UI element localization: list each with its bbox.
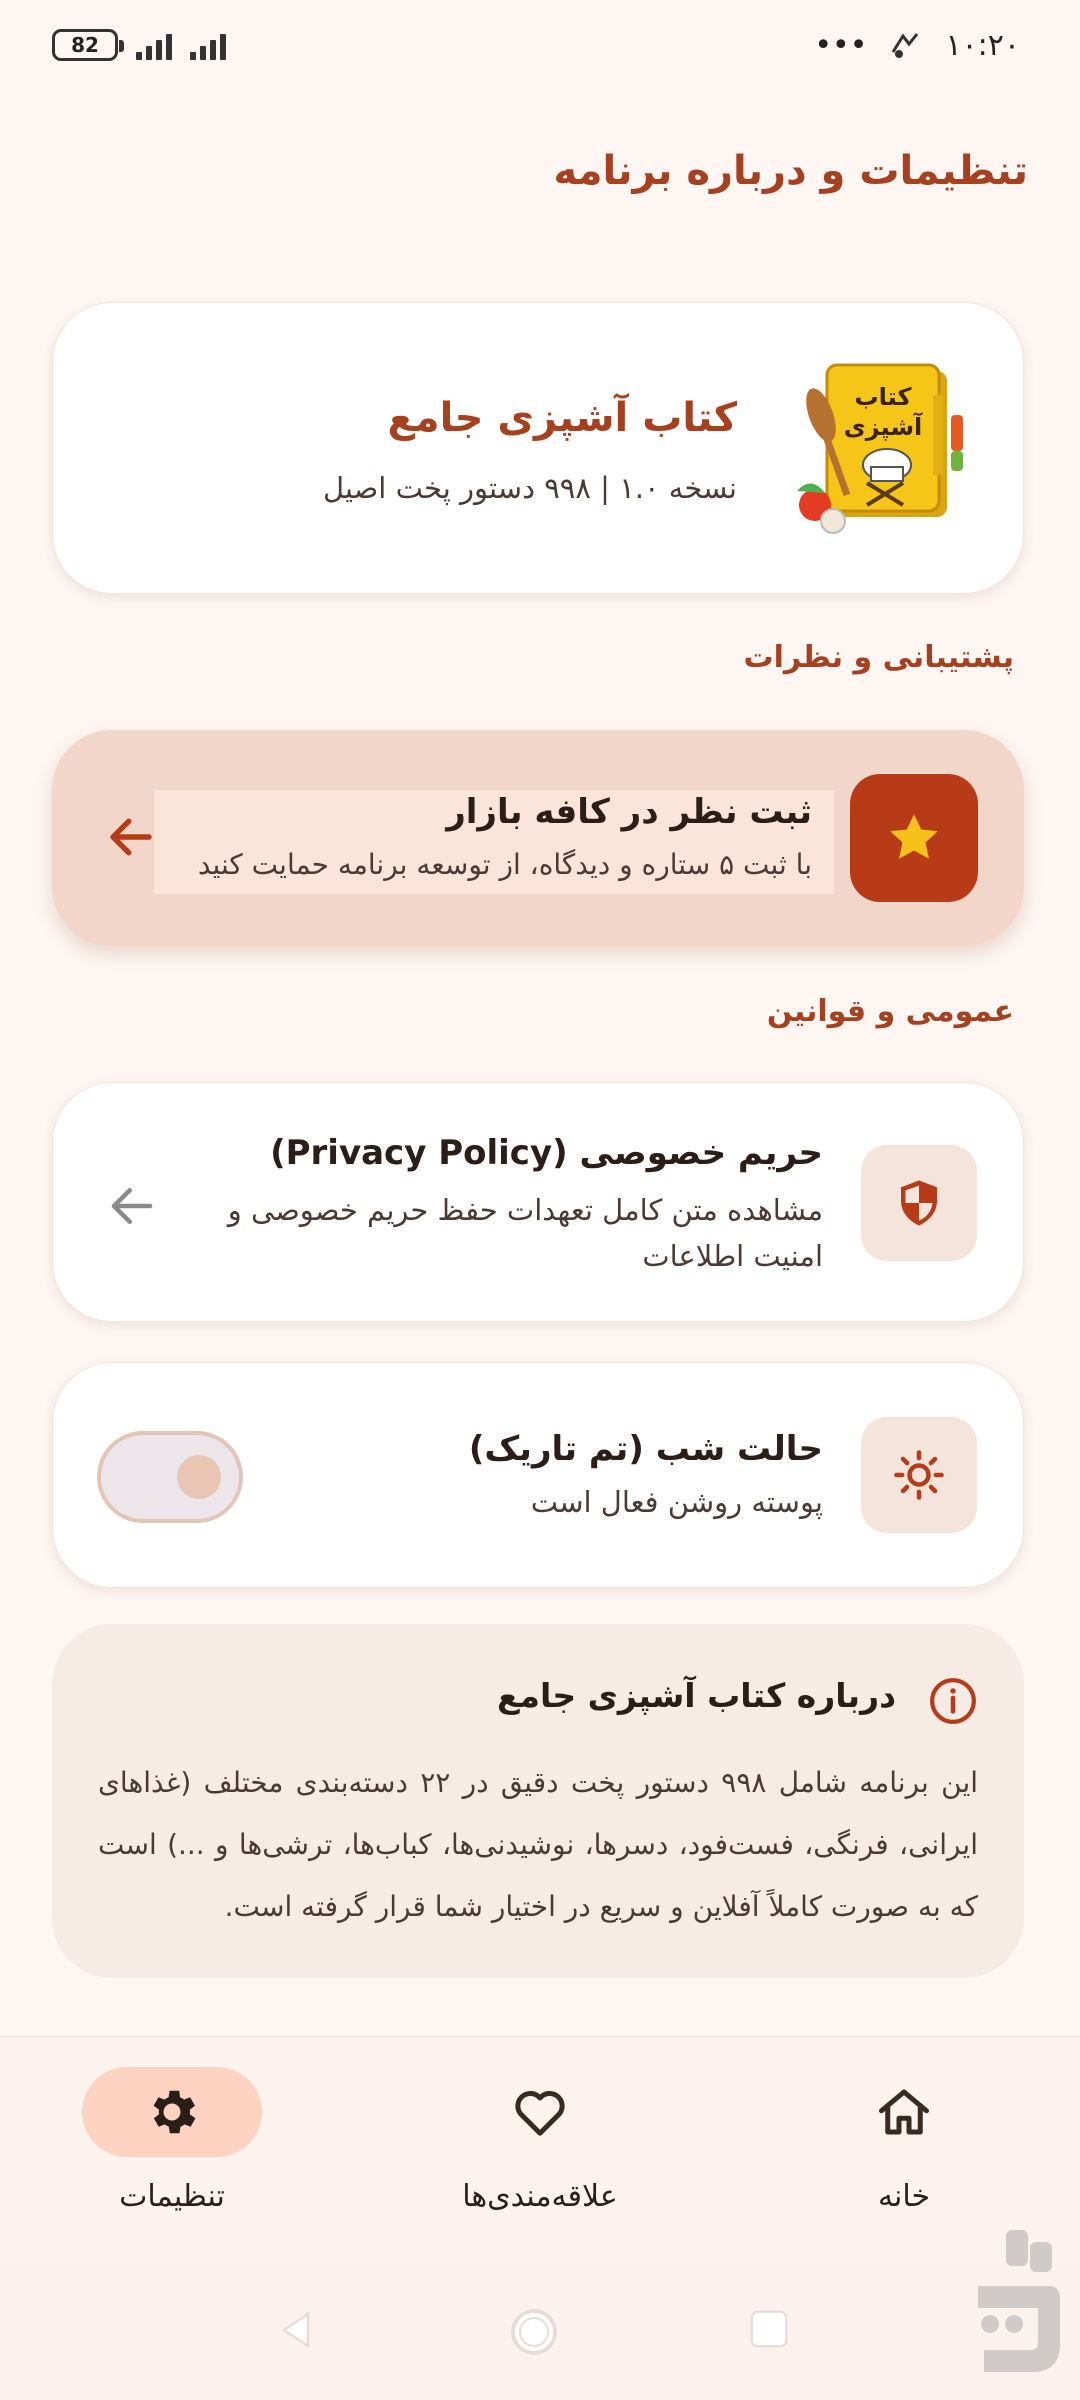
nav-label-favorites: علاقه‌مندی‌ها — [462, 2179, 618, 2214]
privacy-subtitle: مشاهده متن کامل تعهدات حفظ حریم خصوصی و امنیت اطلاعات — [227, 1193, 823, 1273]
about-body: این برنامه شامل ۹۹۸ دستور پخت دقیق در ۲۲ دسته‌بندی مختلف (غذاهای ایرانی، فرنگی، فست‌فود، دسرها، نوشیدنی‌ها، کباب‌ها، ترشی‌ها و ...) است که به صورت کاملاً آفلاین و سریع در اختیار شما قرار گرفته است. — [98, 1766, 979, 1923]
heart-icon — [510, 2082, 570, 2142]
logo-text-1: کتاب — [854, 383, 912, 411]
nav-item-home[interactable] — [784, 2067, 1024, 2247]
signal-icon-2 — [190, 30, 226, 60]
app-version: نسخه ۱.۰ | ۹۹۸ دستور پخت اصیل — [322, 471, 737, 505]
bottom-navigation — [0, 2036, 1080, 2262]
nav-pill-home — [814, 2067, 994, 2157]
section-general-title: عمومی و قوانین — [766, 994, 1014, 1029]
dark-mode-toggle[interactable] — [97, 1431, 243, 1523]
rate-icon-box — [850, 774, 978, 902]
about-title: درباره کتاب آشپزی جامع — [496, 1676, 896, 1715]
theme-icon-box — [861, 1417, 977, 1533]
home-icon — [874, 2082, 934, 2142]
cookbook-logo-icon — [791, 355, 971, 541]
status-bar — [0, 0, 1080, 90]
recents-nav-icon[interactable] — [746, 2306, 792, 2352]
status-left — [52, 29, 226, 61]
rate-title: ثبت نظر در کافه بازار — [446, 792, 812, 832]
more-notifications-icon: ••• — [814, 27, 868, 63]
status-time: ۱۰:۲۰ — [945, 27, 1020, 63]
star-icon — [884, 808, 944, 868]
bazaar-watermark-logo — [968, 2226, 1068, 2376]
nav-pill-settings — [82, 2067, 262, 2157]
dark-mode-card — [52, 1362, 1024, 1588]
app-name: کتاب آشپزی جامع — [387, 395, 737, 441]
app-info-card — [52, 302, 1024, 594]
signal-icon — [136, 30, 172, 60]
privacy-title: حریم خصوصی (Privacy Policy) — [270, 1133, 823, 1173]
page-title: تنظیمات و درباره برنامه — [553, 148, 1028, 194]
home-nav-icon[interactable] — [506, 2304, 562, 2360]
privacy-policy-card[interactable] — [52, 1082, 1024, 1322]
sun-icon — [892, 1448, 946, 1502]
logo-text-2: آشپزی — [843, 413, 923, 441]
battery-icon — [52, 29, 118, 61]
system-navigation-bar — [0, 2262, 1080, 2400]
back-nav-icon[interactable] — [272, 2306, 320, 2354]
section-support-title: پشتیبانی و نظرات — [743, 640, 1014, 675]
dark-mode-subtitle: پوسته روشن فعال است — [530, 1485, 823, 1519]
nav-label-home: خانه — [877, 2179, 931, 2214]
battery-level: 82 — [71, 33, 99, 57]
nav-pill-favorites — [450, 2067, 630, 2157]
nav-item-favorites[interactable] — [420, 2067, 660, 2247]
shield-icon — [892, 1176, 946, 1230]
toggle-knob — [177, 1455, 221, 1499]
info-icon — [928, 1676, 978, 1726]
nav-label-settings: تنظیمات — [119, 2179, 225, 2214]
rate-subtitle: با ثبت ۵ ستاره و دیدگاه، از توسعه برنامه حمایت کنید — [197, 848, 812, 881]
nav-item-settings[interactable] — [52, 2067, 292, 2247]
rate-on-bazaar-card[interactable] — [52, 730, 1024, 946]
about-card — [52, 1624, 1024, 1978]
arrow-left-icon — [105, 1179, 159, 1233]
status-right — [814, 28, 1020, 63]
dark-mode-title: حالت شب (تم تاریک) — [468, 1429, 823, 1469]
arrow-left-icon — [104, 810, 158, 864]
notification-app-icon — [889, 30, 923, 60]
privacy-icon-box — [861, 1145, 977, 1261]
gear-icon — [143, 2083, 201, 2141]
